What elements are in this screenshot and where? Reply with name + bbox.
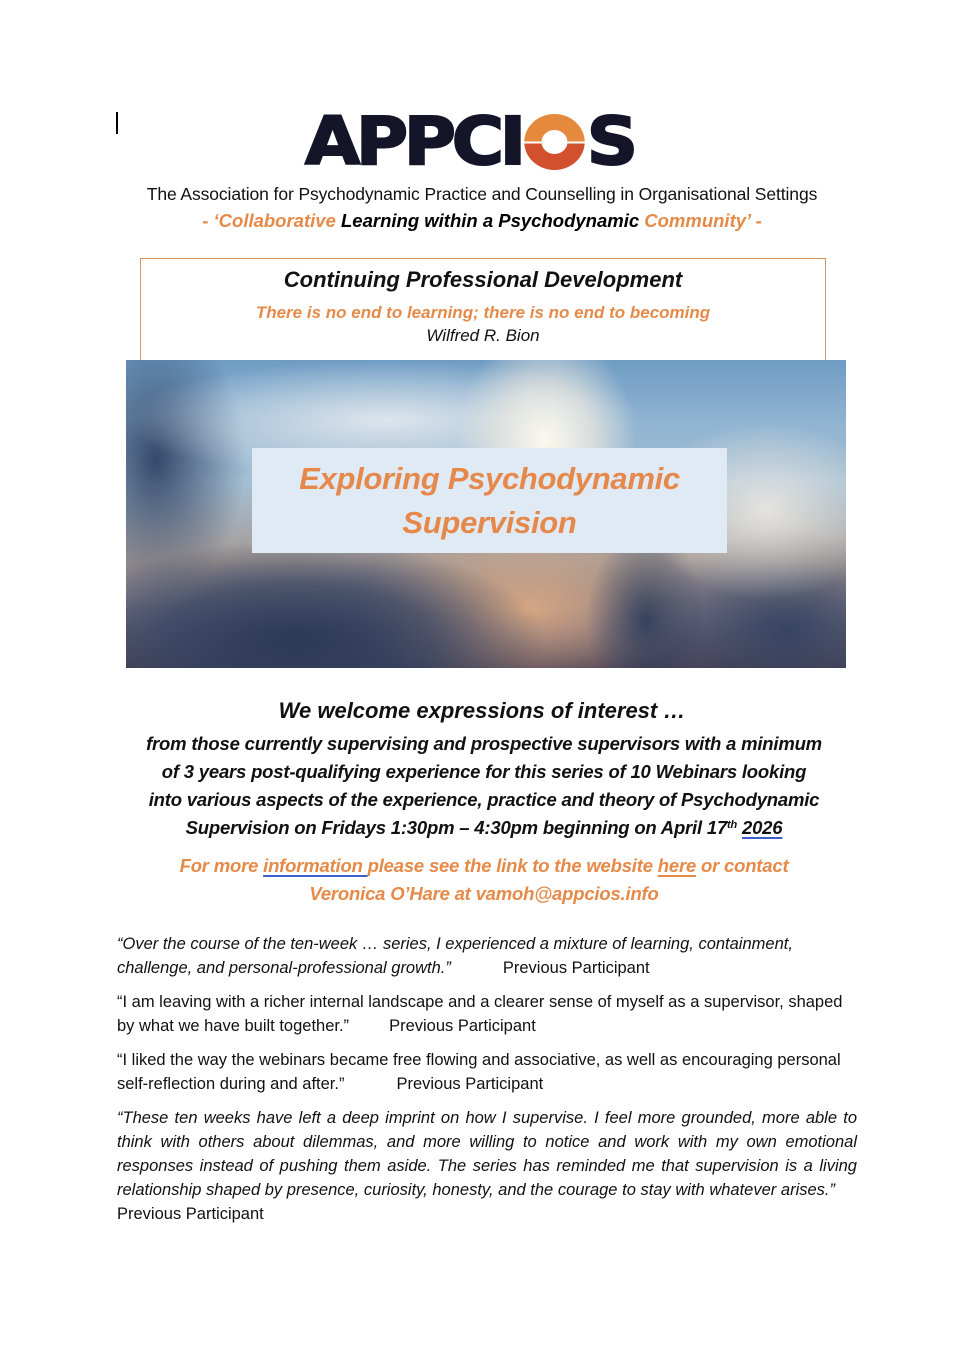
cpd-title: Continuing Professional Development — [283, 267, 683, 292]
banner-title-line2: Supervision — [402, 505, 577, 540]
testimonial-3 — [117, 1048, 857, 1096]
tagline — [0, 210, 964, 232]
testimonial-attribution: Previous Participant — [396, 1075, 544, 1093]
cpd-quote-author: Wilfred R. Bion — [426, 326, 540, 345]
start-year: 2026 — [741, 817, 783, 838]
testimonial-quote: “Over the course of the ten-week … series, I experienced a mixture of learning, containment, challenge, and personal-professional growth.” — [117, 935, 793, 977]
tagline-word-community: Community — [644, 210, 747, 231]
more-info — [104, 852, 864, 908]
info-text-1: For more — [179, 855, 264, 876]
logo-o-ring-icon — [524, 114, 584, 170]
testimonial-quote: “These ten weeks have left a deep imprint on how I supervise. I feel more grounded, more able to think with others about dilemmas, and more willing to notice and work with my own emotional responses instead of pushing them aside. The series has reminded me that supervision is a living relationship shaped by presence, curiosity, honesty, and the courage to stay with whatever arises.” — [117, 1109, 857, 1199]
tagline-word-collaborative: Collaborative — [218, 210, 336, 231]
testimonial-attribution: Previous Participant — [389, 1017, 536, 1035]
welcome-line-2: of 3 years post-qualifying experience for this series of 10 Webinars looking — [161, 761, 807, 782]
information-link[interactable]: information — [263, 855, 368, 876]
testimonial-quote: “I liked the way the webinars became free flowing and associative, as well as encouraging personal self-reflection during and after.” — [117, 1051, 841, 1093]
sky-banner-image — [126, 360, 846, 668]
banner-title-line1: Exploring Psychodynamic — [299, 461, 680, 496]
testimonial-2 — [117, 990, 857, 1038]
website-here-link[interactable]: here — [657, 855, 697, 876]
cpd-box — [140, 258, 826, 361]
date-ordinal-suffix: th — [727, 819, 738, 831]
contact-email-line: Veronica O’Hare at vamoh@appcios.info — [309, 883, 659, 904]
appcios-logo — [305, 103, 640, 180]
testimonials — [117, 932, 857, 1236]
tagline-suffix: ’ - — [746, 210, 762, 231]
welcome-body — [104, 730, 864, 842]
testimonial-4 — [117, 1106, 857, 1226]
text-cursor — [116, 112, 118, 134]
testimonial-attribution: Previous Participant — [502, 959, 650, 977]
logo-text-start: APPCI — [305, 103, 522, 180]
info-text-3: or contact — [696, 855, 789, 876]
organisation-name: The Association for Psychodynamic Practice and Counselling in Organisational Settings — [146, 184, 818, 204]
more-info-line-1 — [104, 852, 864, 880]
testimonial-1 — [117, 932, 857, 980]
logo-text-end: S — [586, 103, 634, 180]
banner-title-box — [252, 448, 727, 553]
cpd-quote: There is no end to learning; there is no end to becoming — [255, 303, 711, 322]
welcome-line-3: into various aspects of the experience, practice and theory of Psychodynamic — [148, 789, 820, 810]
testimonial-quote: “I am leaving with a richer internal landscape and a clearer sense of myself as a supervisor, shaped by what we have built together.” — [117, 993, 843, 1035]
info-text-2: please see the link to the website — [367, 855, 658, 876]
welcome-line-4 — [104, 814, 864, 842]
welcome-line-1: from those currently supervising and prospective supervisors with a minimum — [146, 733, 822, 754]
welcome-heading: We welcome expressions of interest … — [278, 698, 686, 723]
tagline-middle: Learning within a Psychodynamic — [335, 210, 645, 231]
tagline-prefix: - ‘ — [202, 210, 219, 231]
testimonial-attribution: Previous Participant — [117, 1205, 264, 1223]
welcome-line-4-text: Supervision on Fridays 1:30pm – 4:30pm beginning on April 17 — [185, 817, 728, 838]
